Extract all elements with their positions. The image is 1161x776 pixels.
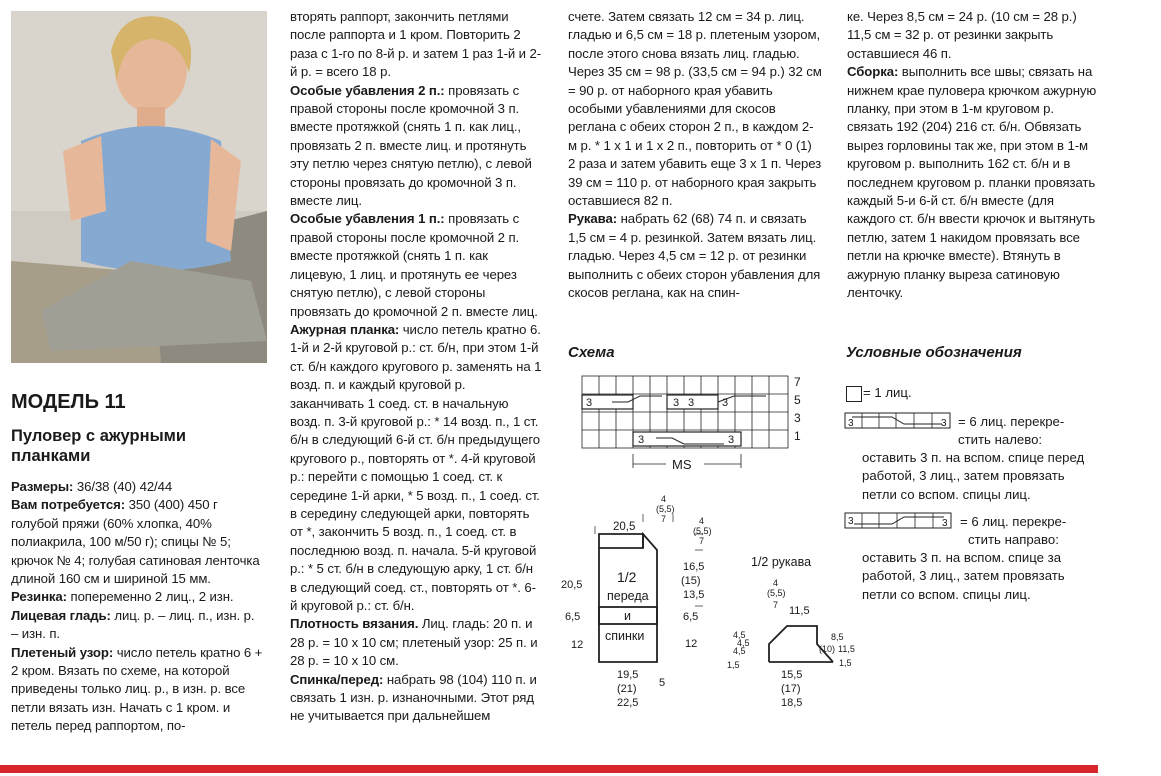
- sizes-label: Размеры:: [11, 479, 74, 494]
- lace-band-text: число петель кратно 6. 1-й и 2-й круговой р.: ст. б/н, при этом 1-й ст. б/н каждого кругового р. заменять на 1 возд. п. и каждый круговой р. заканчивать 1 соед. ст. в начальную возд. п. 3-й круговой р.: * 14 возд. п., 1 ст. б/н в следующий 6-й ст. б/н предыдущего кругового р., повторять от *. 4-й круговой р.: перейти с помощью 1 соед. ст. к середине 1-й арки, * 5 возд. п., 1 соед. ст. в середину следующей арки, повторять от *, закончить 5 возд. п., 1 соед. ст. в последнюю возд. п. начала. 5-й круговой р.: * 5 ст. б/н в следующую арку, 1 ст. б/н в следующий соед. ст., повторять от *. 6-й круговой р.: ст. б/н.: [290, 321, 542, 613]
- woman-model-photo-icon: [11, 11, 267, 363]
- dim-6-5-left: 6,5: [565, 611, 581, 623]
- model-photo: [11, 11, 267, 363]
- stockinette-text: лиц. р. – лиц. п., изн. р. – изн. п.: [11, 607, 255, 642]
- dim-5: 5: [659, 677, 666, 689]
- svg-text:3: 3: [848, 418, 854, 429]
- assembly-label: Сборка:: [847, 64, 899, 80]
- dim-4-right: 4: [699, 516, 705, 526]
- legend-item-3c: оставить 3 п. на вспом. спице за работой, 3 лиц., затем провязать петли со вспом. спицы лиц.: [862, 550, 1065, 602]
- sleeve-dim-55: (5,5): [767, 588, 786, 598]
- sizes-text: 36/38 (40) 42/44: [73, 479, 173, 494]
- legend-item-3a: = 6 лиц. перекре-: [960, 514, 1067, 529]
- chart-cell-4: 3: [722, 397, 729, 409]
- legend-item-2b: стить налево:: [958, 432, 1043, 447]
- front-label-2: переда: [607, 589, 649, 603]
- front-label-3: и: [624, 609, 631, 623]
- legend-item-1: = 1 лиц.: [863, 385, 912, 400]
- count-paragraph: счете. Затем связать 12 см = 34 р. лиц. гладью и 6,5 см = 18 р. плетеным узором, после этого снова вязать лиц. гладью. Через 35 см = 98 р. (33,5 см = 94 р.) 32 см = 90 р. от наборного края убавить особыми убавлениями для скосов реглана с обеих сторон 2 п., в каждом 2-м р. * 1 х 1 и 1 х 2 п., повторить от * 0 (1) 2 раза и затем убавить еще 3 х 1 п. Через 39 см = 110 р. от наборного края закрыть оставшиеся 82 п.: [568, 9, 822, 209]
- sleeve-end-paragraph: ке. Через 8,5 см = 24 р. (10 см = 28 р.) 11,5 см = 32 р. от резинки закрыть оставшиеся 46 п.: [847, 9, 1077, 61]
- gauge-label: Плотность вязания.: [290, 616, 419, 632]
- text-column-3: [568, 8, 822, 303]
- sleeve-dim-10: (10): [819, 644, 836, 654]
- row-5: 5: [794, 393, 801, 407]
- legend-item-2c: оставить 3 п. на вспом. спице перед работой, 3 лиц., затем провязать петли со вспом. спицы лиц.: [862, 450, 1085, 502]
- chart-cell-5: 3: [638, 434, 645, 446]
- text-column-1: [11, 478, 265, 736]
- sleeve-dim-18-5: 18,5: [781, 697, 803, 709]
- chart-cell-3: 3: [688, 397, 695, 409]
- dim-12-left: 12: [571, 639, 584, 651]
- front-label-1: 1/2: [617, 569, 637, 585]
- dim-12-right: 12: [685, 638, 698, 650]
- decrease1-text: провязать с правой стороны после кромочной 2 п. вместе протяжкой (снять 1 п. как лицевую, 1 лиц. и протянуть ее через снятую петлю), с левой стороны провязать до кромочной 2 п. вместе лиц.: [290, 211, 538, 319]
- materials-label: Вам потребуется:: [11, 497, 126, 513]
- sleeve-dim-11-5-r: 11,5: [838, 644, 855, 654]
- gauge-text: Лиц. гладь: 20 п. и 28 р. = 10 х 10 см; плетеный узор: 25 п. и 28 р. = 10 х 10 см.: [290, 616, 538, 669]
- scheme-title: Схема: [568, 344, 615, 361]
- lace-band-label: Ажурная планка:: [290, 321, 400, 337]
- front-label-4: спинки: [605, 629, 645, 643]
- sleeve-dim-15-5: 15,5: [781, 669, 803, 681]
- braid-text: число петель кратно 6 + 2 кром. Вязать по схеме, на которой приведены только лиц. р., в изн. р. все петли вязать изн. Начать с 1 кром. и петель перед раппортом, по-: [11, 644, 263, 734]
- sleeve-dim-45-1: 4,5: [733, 630, 746, 640]
- pattern-schematic: [555, 490, 875, 710]
- assembly-text: выполнить все швы; связать на нижнем крае пуловера крючком ажурную планку, при этом в 1-м круговом р. связать 192 (204) 216 ст. б/н. Обвязать вырез горловины так же, при этом в 1-м круговом р. выполнить 162 ст. б/н и в последнем круговом р. планки провязать каждый 5-и 6-й ст. б/н вместе (для каждого ст. б/н ввести крючок и вытянуть петлю, затем 1 накидом провязать все петли на крючке вместе). Втянуть в ажурную планку выреза сатиновую ленточку.: [847, 64, 1097, 301]
- svg-text:3: 3: [941, 418, 947, 429]
- model-title: МОДЕЛЬ 11: [11, 391, 126, 413]
- decrease2-label: Особые убавления 2 п.:: [290, 82, 445, 98]
- row-1: 1: [794, 429, 801, 443]
- stockinette-paragraph: [11, 607, 265, 644]
- gauge-paragraph: [290, 615, 542, 670]
- dim-16-5: 16,5: [683, 561, 705, 573]
- row-7: 7: [794, 375, 801, 389]
- sleeve-dim-8-5: 8,5: [831, 632, 844, 642]
- dim-7-top: 7: [661, 514, 667, 524]
- sleeve-dim-4: 4: [773, 578, 779, 588]
- svg-text:3: 3: [848, 516, 854, 527]
- sleeve-dim-17: (17): [781, 683, 801, 695]
- sleeve-dim-7: 7: [773, 600, 779, 610]
- sleeve-dim-45-2: 4,5: [737, 638, 750, 648]
- rib-text: попеременно 2 лиц., 2 изн.: [66, 589, 234, 605]
- dim-15: (15): [681, 575, 701, 587]
- sleeves-label: Рукава:: [568, 211, 618, 227]
- materials-paragraph: [11, 496, 265, 588]
- braid-paragraph: [11, 644, 265, 736]
- svg-text:3: 3: [942, 518, 948, 529]
- knit-symbol-icon: [846, 386, 862, 402]
- braid-label: Плетеный узор:: [11, 644, 114, 660]
- sleeves-text: набрать 62 (68) 74 п. и связать 1,5 см = 4 р. резинкой. Затем вязать лиц. гладью. Через 4,5 см = 12 р. от резинки выполнить с обеих сторон убавления для скосов реглана, как на спин-: [568, 211, 821, 301]
- dim-4-top: 4: [661, 494, 667, 504]
- assembly-paragraph: [847, 63, 1103, 302]
- decrease1-label: Особые убавления 1 п.:: [290, 211, 445, 227]
- decrease1-paragraph: [290, 210, 542, 320]
- cross-left-symbol-icon: [844, 412, 952, 430]
- dim-55-top: (5,5): [656, 504, 675, 514]
- chart-cell-1: 3: [586, 397, 593, 409]
- repeat-paragraph: вторять раппорт, закончить петлями после раппорта и 1 кром. Повторить 2 раза с 1-го по 8-й р. и затем 1 раз 1-й и 2-й р. = всего 18 р.: [290, 9, 542, 80]
- dim-20-5-top: 20,5: [613, 521, 636, 533]
- chart-cell-6: 3: [728, 434, 735, 446]
- model-subtitle: Пуловер с ажурными планками: [11, 427, 187, 465]
- legend-item-3b: стить направо:: [968, 532, 1059, 547]
- materials-text: 350 (400) 450 г голубой пряжи (60% хлопка, 40% полиакрила, 100 м/50 г); спицы № 5; крючок № 4; голубая сатиновая ленточка длиной 160 см и шириной 15 мм.: [11, 497, 260, 587]
- legend-title: Условные обозначения: [846, 344, 1022, 361]
- dim-6-5-right: 6,5: [683, 611, 699, 623]
- back-front-text: набрать 98 (104) 110 п. и связать 1 изн. р. изнаночными. Этот ряд не учитывается при дальнейшем: [290, 671, 537, 724]
- dim-20-5-left: 20,5: [561, 579, 583, 591]
- dim-7-right: 7: [699, 536, 705, 546]
- back-front-paragraph: [290, 671, 542, 726]
- dim-55-right: (5,5): [693, 526, 712, 536]
- bottom-red-bar: [0, 765, 1098, 773]
- sleeve-dim-1-5-right: 1,5: [839, 658, 852, 668]
- decrease2-paragraph: [290, 82, 542, 211]
- sleeve-dim-45-3: 4,5: [733, 646, 746, 656]
- rib-label: Резинка:: [11, 589, 67, 605]
- sleeve-dim-1-5-left: 1,5: [727, 660, 740, 670]
- lace-band-paragraph: [290, 321, 542, 616]
- sleeves-paragraph: [568, 210, 822, 302]
- dim-22-5: 22,5: [617, 697, 639, 709]
- dim-21: (21): [617, 683, 637, 695]
- legend-item-2a: = 6 лиц. перекре-: [958, 414, 1065, 429]
- sizes-paragraph: [11, 478, 265, 496]
- stockinette-label: Лицевая гладь:: [11, 607, 111, 623]
- sleeve-dim-11-5: 11,5: [789, 605, 810, 617]
- ms-label: MS: [672, 457, 692, 472]
- dim-13-5: 13,5: [683, 589, 705, 601]
- chart-cell-2: 3: [673, 397, 680, 409]
- decrease2-text: провязать с правой стороны после кромочной 3 п. вместе протяжкой (снять 1 п. как лиц., провязать 2 п. вместе лиц. и протянуть эту петлю через снятую петлю), с левой стороны провязать до кромочной 3 п. вместе лиц.: [290, 82, 532, 209]
- dim-19-5: 19,5: [617, 669, 639, 681]
- row-3: 3: [794, 411, 801, 425]
- rib-paragraph: [11, 588, 265, 606]
- knitting-chart: [576, 370, 816, 480]
- text-column-2: [290, 8, 542, 726]
- sleeve-label: 1/2 рукава: [751, 555, 812, 569]
- back-front-label: Спинка/перед:: [290, 671, 384, 687]
- text-column-4: [847, 8, 1103, 303]
